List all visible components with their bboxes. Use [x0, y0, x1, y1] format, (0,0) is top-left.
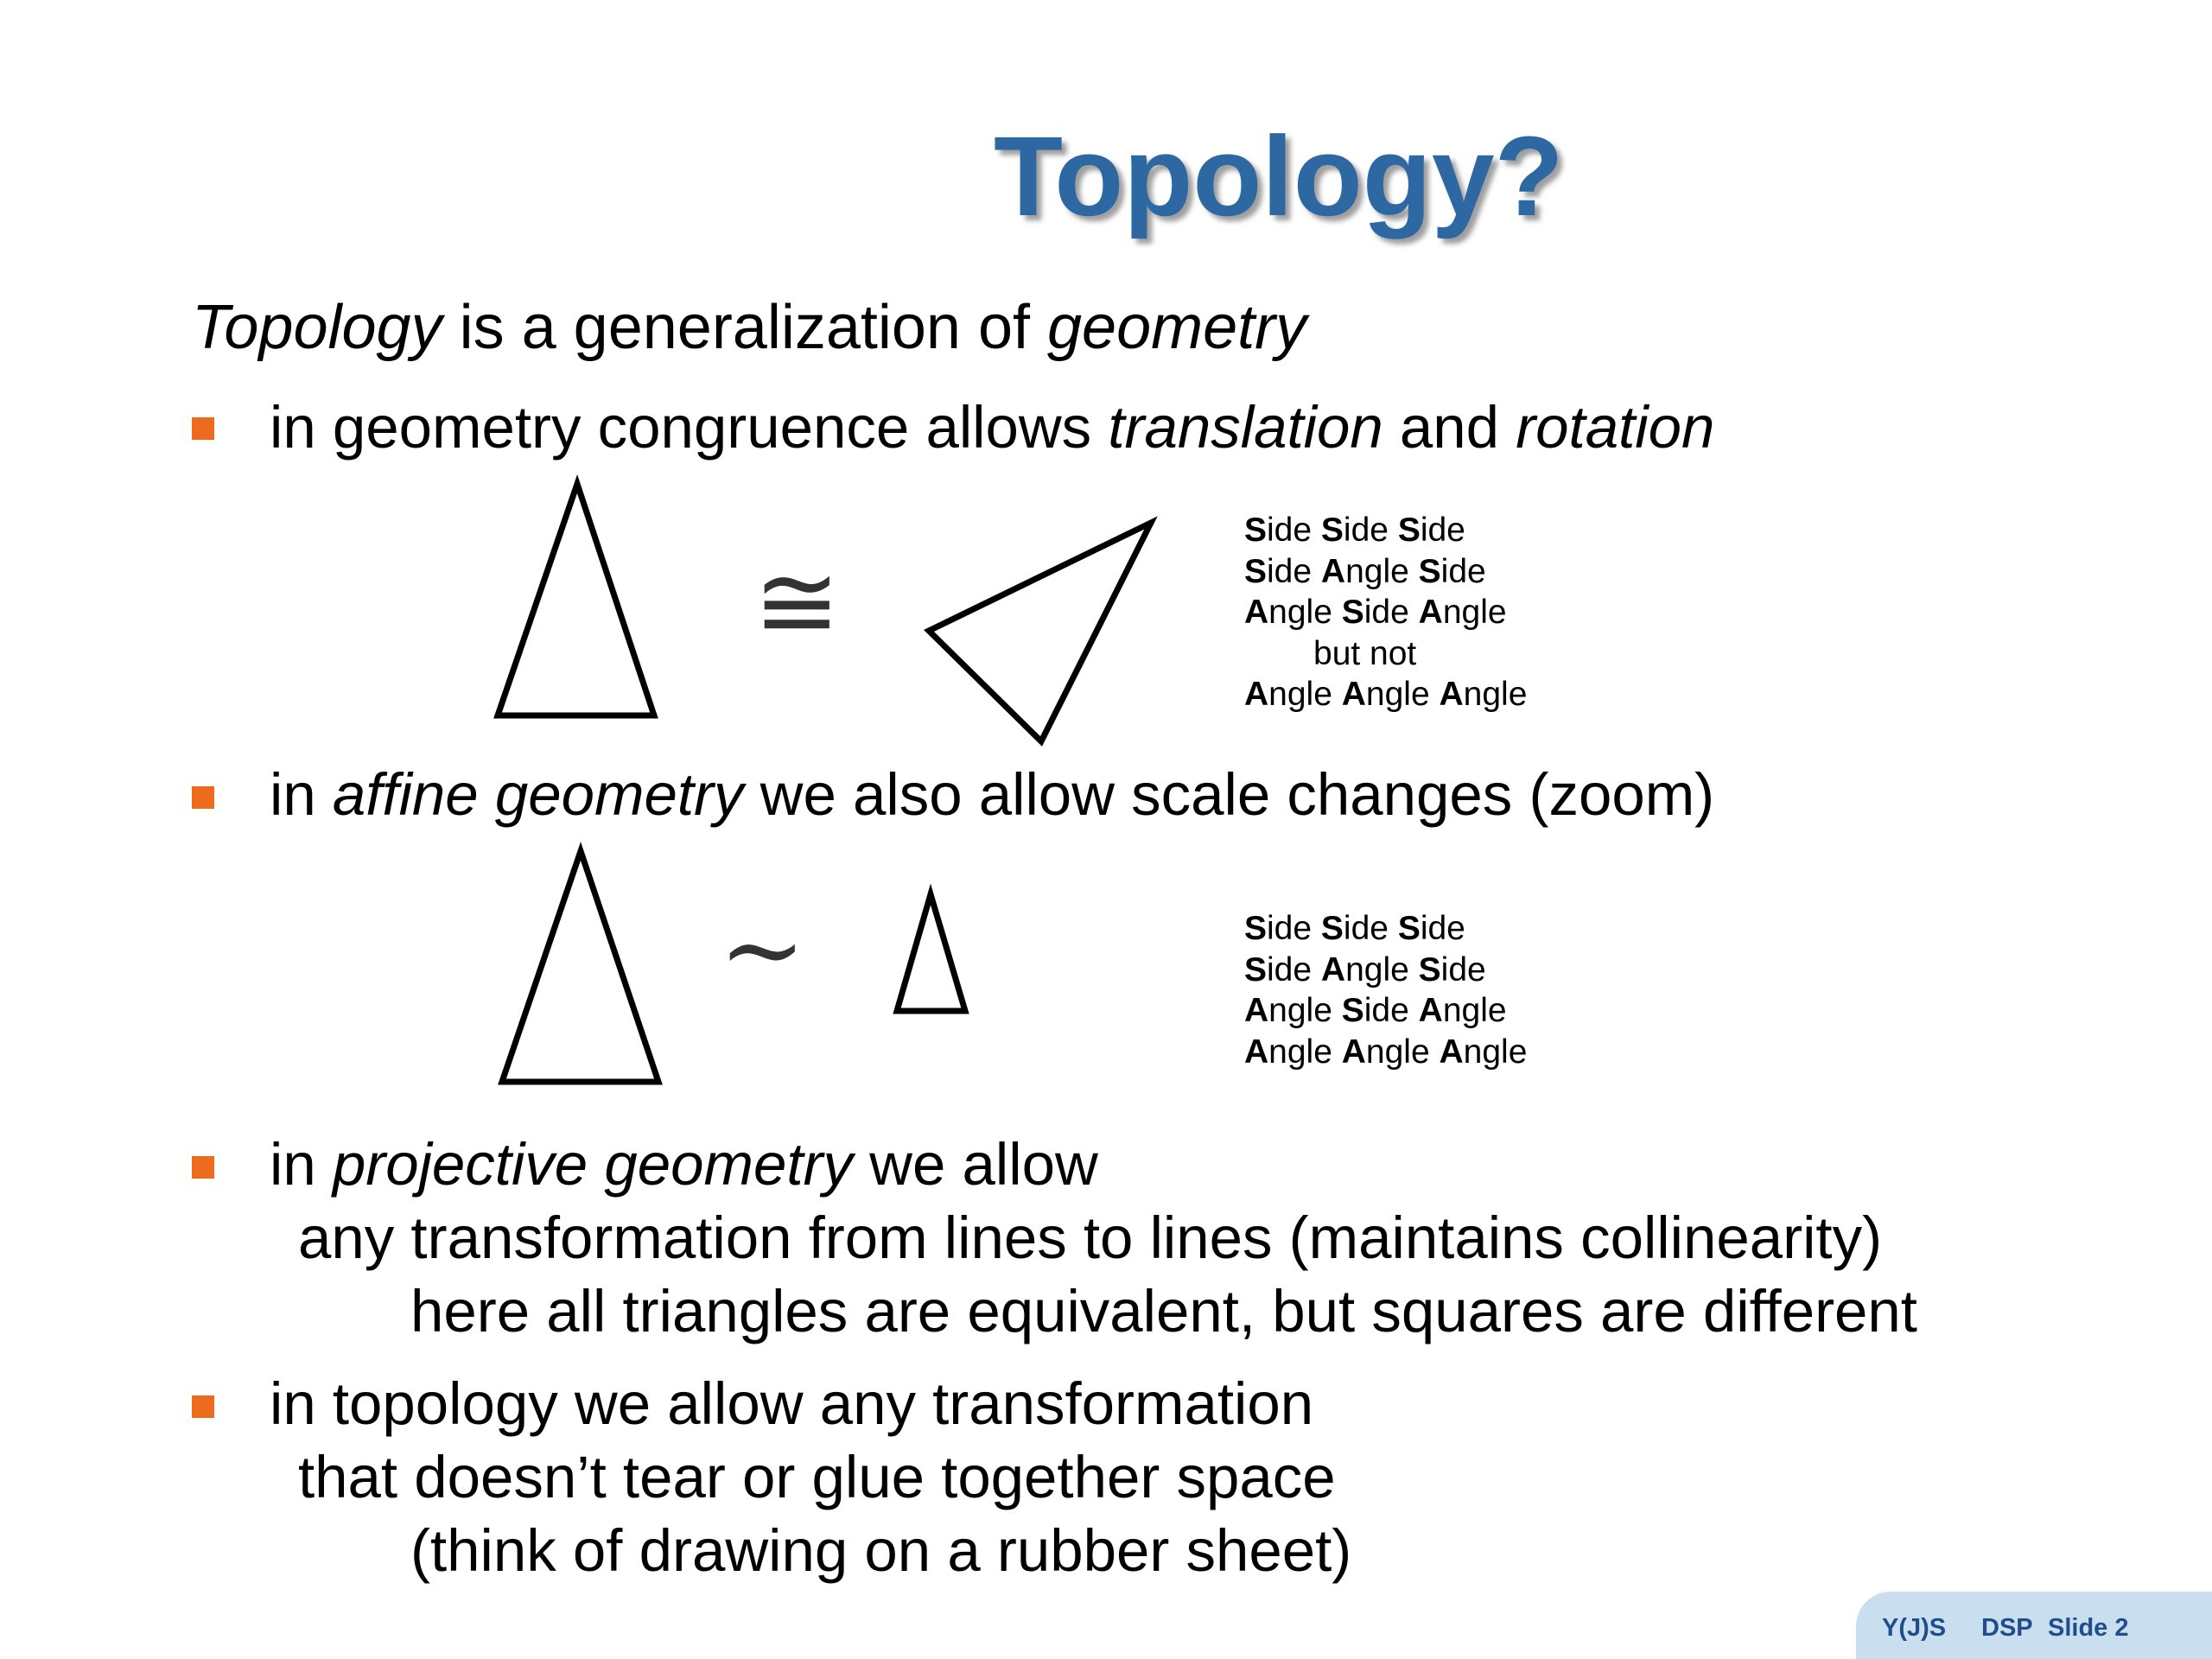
slide-title: Topology? — [994, 112, 1564, 239]
congruence-conditions — [1244, 510, 1527, 715]
bullet-affine-suffix: we also allow scale changes (zoom) — [743, 761, 1715, 828]
slide-footer — [1856, 1592, 2212, 1659]
intro-geometry: geometry — [1047, 293, 1307, 362]
congruence-symbol: ≅ — [753, 543, 841, 663]
similarity-condition-sas: Side Angle Side — [1244, 950, 1486, 988]
bullet-square-icon — [192, 786, 214, 809]
topology-line-2: that doesn’t tear or glue together space — [298, 1444, 1336, 1510]
similar-triangle-small — [897, 894, 965, 1011]
bullet-topology-text: in topology we allow any transformation — [270, 1370, 1314, 1437]
similarity-condition-asa: Angle Side Angle — [1244, 992, 1507, 1029]
translation-term: translation — [1108, 394, 1383, 461]
similarity-condition-aaa: Angle Angle Angle — [1244, 1033, 1528, 1071]
bullet-square-icon — [192, 1156, 214, 1179]
bullet-affine-text — [270, 760, 1714, 829]
congruence-condition-aaa-excluded: Angle Angle Angle — [1244, 676, 1528, 713]
bullet-congruence-prefix: in geometry congruence allows — [270, 394, 1109, 461]
bullet-projective-text — [270, 1130, 1098, 1198]
congruence-triangle-left — [498, 484, 654, 715]
rotation-term: rotation — [1516, 394, 1715, 461]
bullet-square-icon — [192, 1395, 214, 1418]
footer-author: Y(J)S — [1882, 1614, 1947, 1642]
footer-slide-number: Slide 2 — [2048, 1614, 2129, 1642]
bullet-congruence-and: and — [1382, 394, 1516, 461]
similarity-conditions — [1244, 908, 1527, 1072]
congruence-condition-sss: Side Side Side — [1244, 512, 1465, 549]
similar-triangle-large — [502, 851, 658, 1082]
congruence-condition-asa: Angle Side Angle — [1244, 594, 1507, 631]
intro-topology: Topology — [192, 293, 442, 362]
congruence-triangle-right — [929, 523, 1151, 741]
similarity-symbol: ∼ — [719, 890, 806, 1010]
congruence-condition-sas: Side Angle Side — [1244, 552, 1486, 590]
bullet-affine-prefix: in — [270, 761, 333, 828]
bullet-projective-prefix: in — [270, 1131, 333, 1198]
projective-line-3: here all triangles are equivalent, but squares are different — [410, 1278, 1917, 1344]
bullet-projective-suffix: we allow — [852, 1131, 1098, 1198]
affine-geometry-term: affine geometry — [332, 761, 744, 828]
projective-line-2: any transformation from lines to lines (maintains collinearity) — [298, 1205, 1883, 1271]
projective-geometry-term: projective geometry — [332, 1131, 853, 1198]
intro-middle: is a generalization of — [442, 293, 1048, 362]
footer-course: DSP — [1981, 1614, 2033, 1642]
similarity-condition-sss: Side Side Side — [1244, 910, 1465, 947]
but-not-label: but not — [1313, 634, 1417, 672]
topology-line-3: (think of drawing on a rubber sheet) — [410, 1517, 1352, 1584]
